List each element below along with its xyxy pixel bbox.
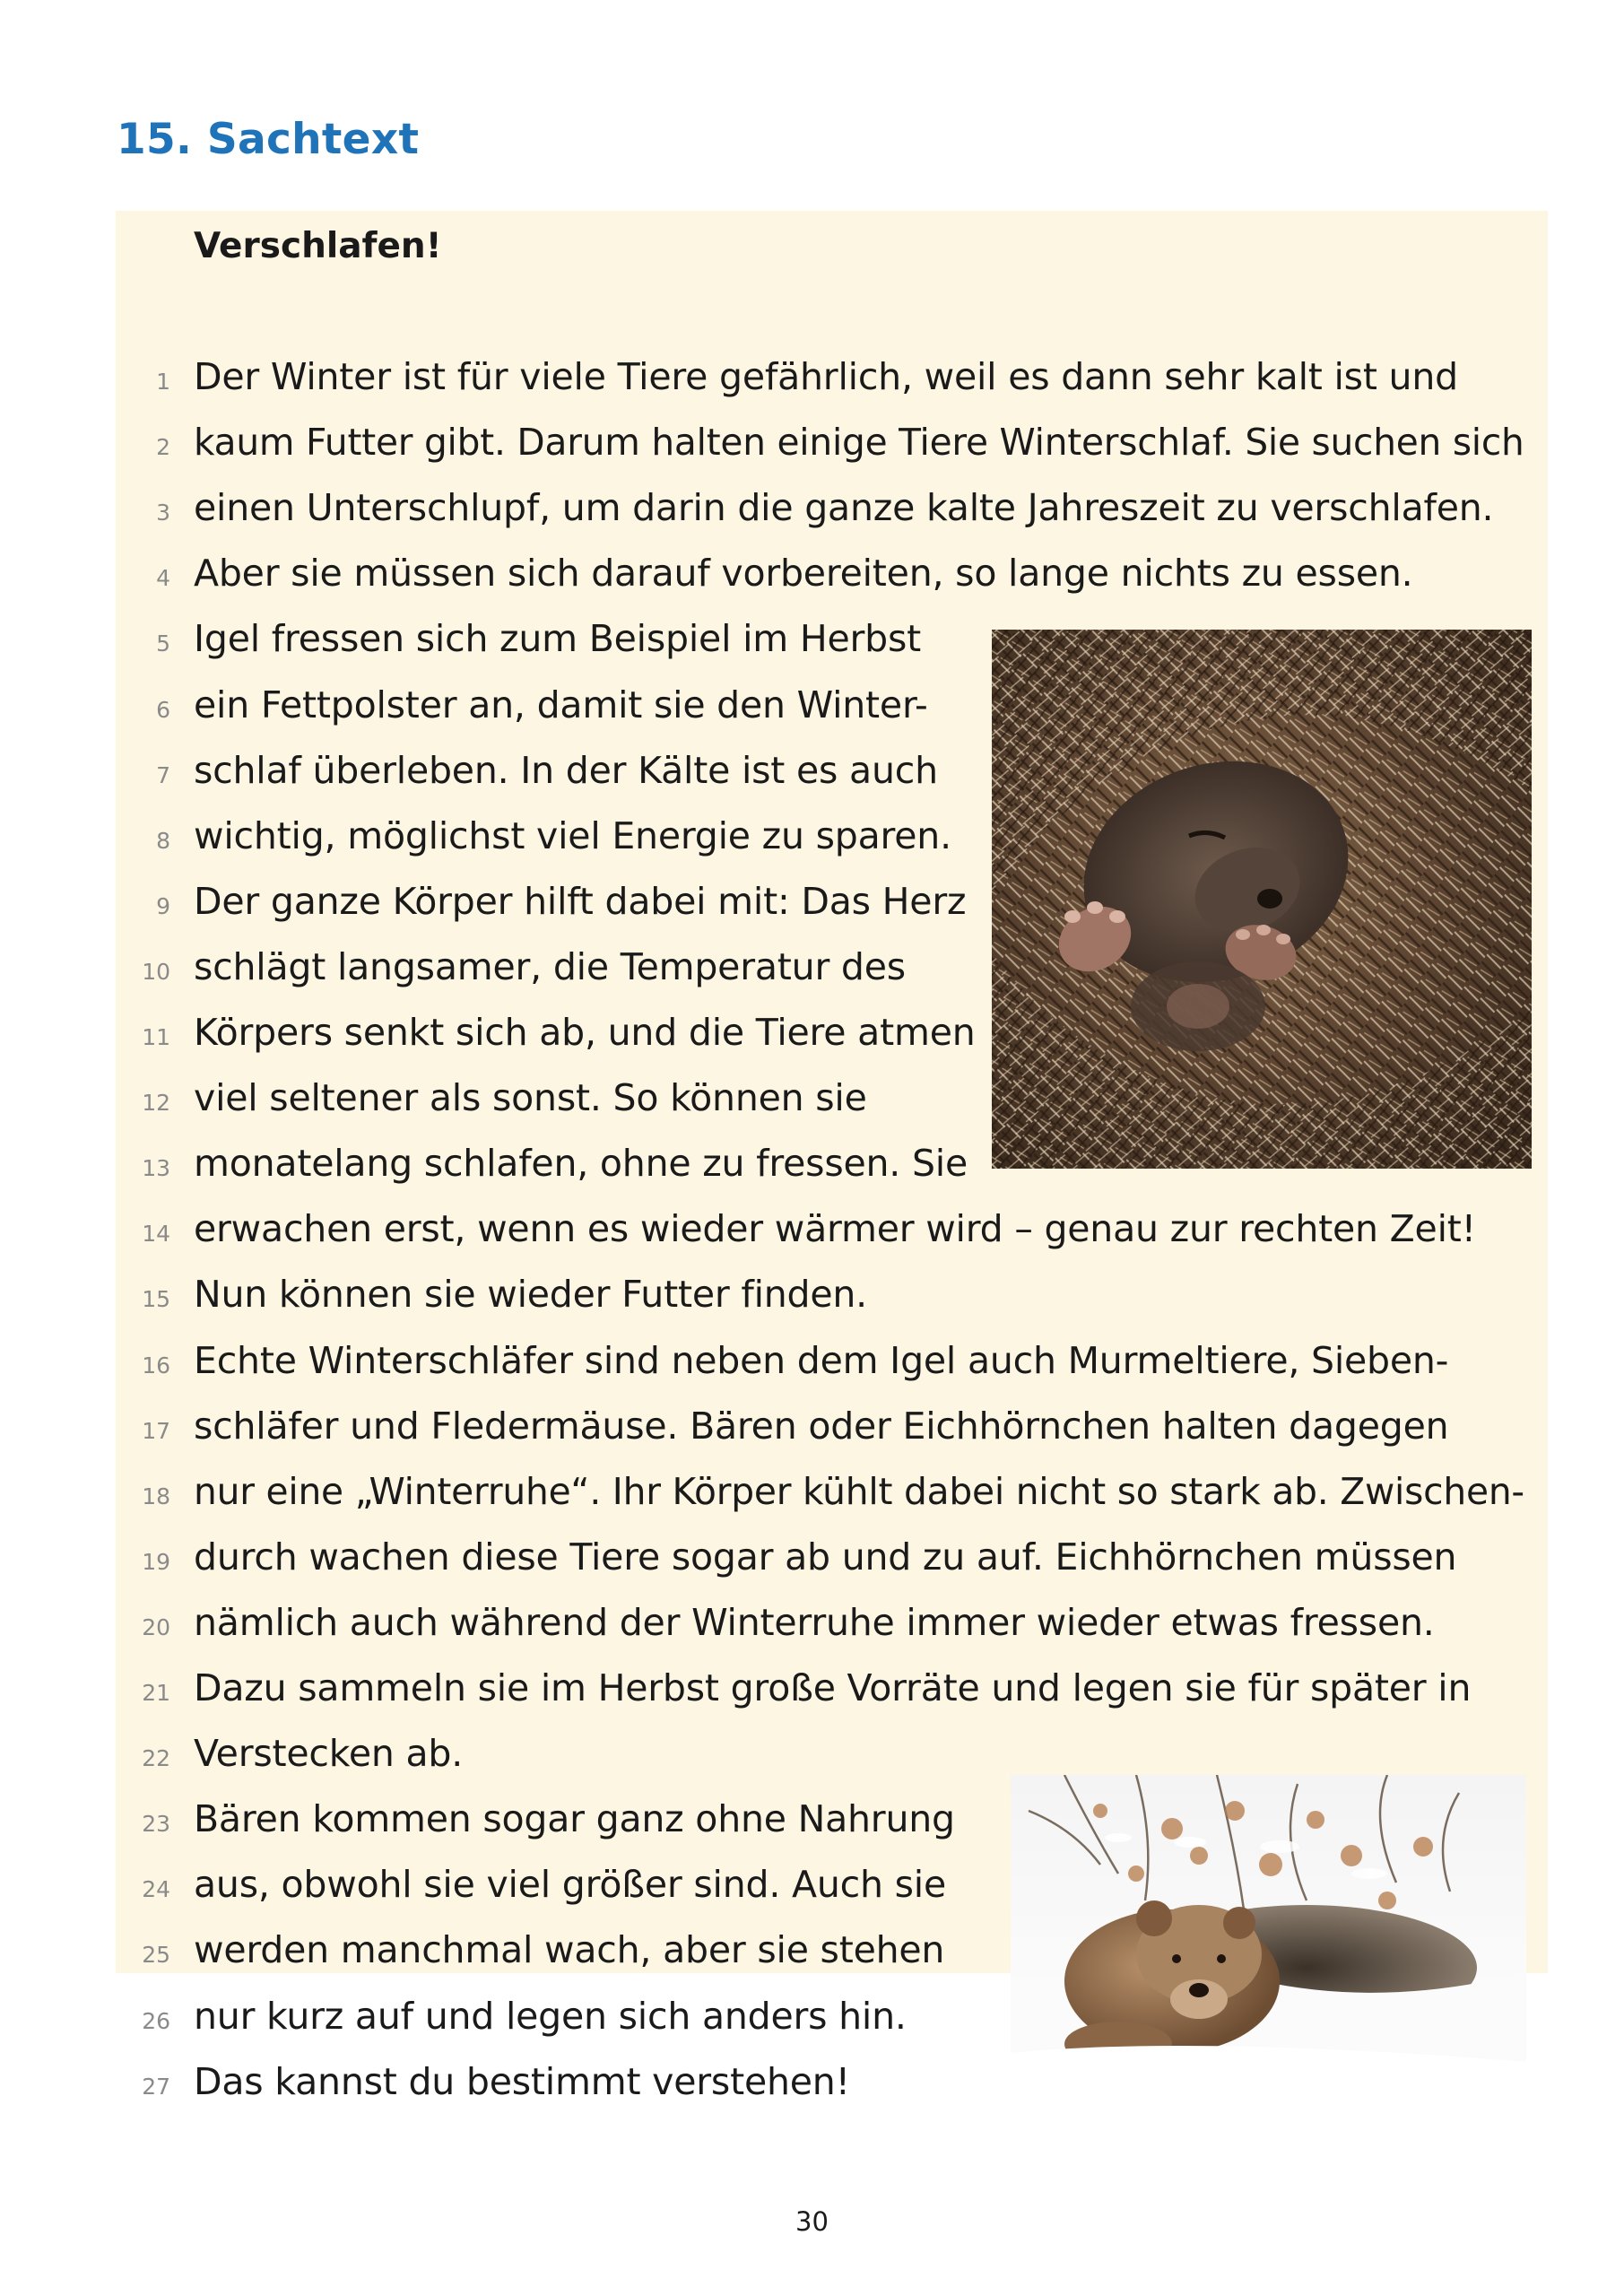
- line-number: 9: [156, 892, 170, 919]
- line-text: schläfer und Fledermäuse. Bären oder Eichhörnchen halten dagegen: [194, 1404, 1449, 1448]
- line-text: Der ganze Körper hilft dabei mit: Das Herz: [194, 879, 967, 923]
- line-number: 23: [142, 1811, 170, 1838]
- line-text: Dazu sammeln sie im Herbst große Vorräte und legen sie für später in: [194, 1666, 1472, 1709]
- line-text: Bären kommen sogar ganz ohne Nahrung: [194, 1797, 955, 1841]
- line-number: 13: [142, 1155, 170, 1182]
- line-text: Das kannst du bestimmt verstehen!: [194, 2059, 850, 2103]
- line-text: schlaf überleben. In der Kälte ist es auch: [194, 748, 938, 792]
- line-number: 6: [156, 696, 170, 723]
- line-number: 12: [142, 1090, 170, 1117]
- line-number: 2: [156, 434, 170, 461]
- line-number: 14: [142, 1221, 170, 1248]
- line-number: 4: [156, 565, 170, 592]
- line-number: 7: [156, 761, 170, 788]
- bear-photo: [1011, 1775, 1526, 2109]
- line-number: 21: [142, 1680, 170, 1706]
- line-number: 11: [142, 1024, 170, 1050]
- line-number: 19: [142, 1548, 170, 1575]
- line-text: Der Winter ist für viele Tiere gefährlich, weil es dann sehr kalt ist und: [194, 355, 1458, 398]
- line-text: werden manchmal wach, aber sie stehen: [194, 1928, 945, 1972]
- line-number: 27: [142, 2073, 170, 2100]
- line-text: ein Fettpolster an, damit sie den Winter-: [194, 683, 928, 726]
- line-text: kaum Futter gibt. Darum halten einige Tiere Winterschlaf. Sie suchen sich: [194, 421, 1524, 465]
- line-text: wichtig, möglichst viel Energie zu sparen.: [194, 813, 951, 857]
- line-text: schlägt langsamer, die Temperatur des: [194, 944, 906, 988]
- line-text: Echte Winterschläfer sind neben dem Igel auch Murmeltiere, Sieben-: [194, 1338, 1449, 1382]
- line-number: 24: [142, 1876, 170, 1903]
- line-text: aus, obwohl sie viel größer sind. Auch sie: [194, 1863, 946, 1907]
- line-number: 5: [156, 631, 170, 657]
- line-number: 10: [142, 958, 170, 985]
- line-text: monatelang schlafen, ohne zu fressen. Sie: [194, 1142, 968, 1186]
- line-number: 26: [142, 2007, 170, 2034]
- line-number: 3: [156, 500, 170, 526]
- line-number: 18: [142, 1483, 170, 1509]
- line-number: 15: [142, 1286, 170, 1313]
- line-number: 1: [156, 369, 170, 395]
- line-number: 22: [142, 1745, 170, 1772]
- page-number: 30: [795, 2206, 829, 2237]
- line-text: Igel fressen sich zum Beispiel im Herbst: [194, 617, 922, 661]
- line-text: Körpers senkt sich ab, und die Tiere atmen: [194, 1011, 976, 1054]
- line-text: nämlich auch während der Winterruhe immer wieder etwas fressen.: [194, 1600, 1435, 1644]
- line-number: 16: [142, 1352, 170, 1378]
- line-text: Aber sie müssen sich darauf vorbereiten, so lange nichts zu essen.: [194, 552, 1413, 596]
- line-text: viel seltener als sonst. So können sie: [194, 1076, 867, 1120]
- section-heading: 15. Sachtext: [117, 115, 420, 164]
- line-number: 8: [156, 827, 170, 854]
- line-text: nur eine „Winterruhe“. Ihr Körper kühlt dabei nicht so stark ab. Zwischen-: [194, 1469, 1524, 1513]
- line-text: durch wachen diese Tiere sogar ab und zu auf. Eichhörnchen müssen: [194, 1535, 1457, 1578]
- line-text: erwachen erst, wenn es wieder wärmer wird – genau zur rechten Zeit!: [194, 1207, 1476, 1251]
- line-number: 25: [142, 1942, 170, 1969]
- line-text: einen Unterschlupf, um darin die ganze kalte Jahreszeit zu verschlafen.: [194, 486, 1494, 530]
- line-text: Verstecken ab.: [194, 1732, 464, 1776]
- line-text: nur kurz auf und legen sich anders hin.: [194, 1994, 907, 2038]
- line-number: 17: [142, 1417, 170, 1444]
- line-number: 20: [142, 1613, 170, 1640]
- line-text: Nun können sie wieder Futter finden.: [194, 1273, 868, 1317]
- story-title: Verschlafen!: [194, 226, 442, 266]
- hedgehog-photo: [992, 630, 1532, 1169]
